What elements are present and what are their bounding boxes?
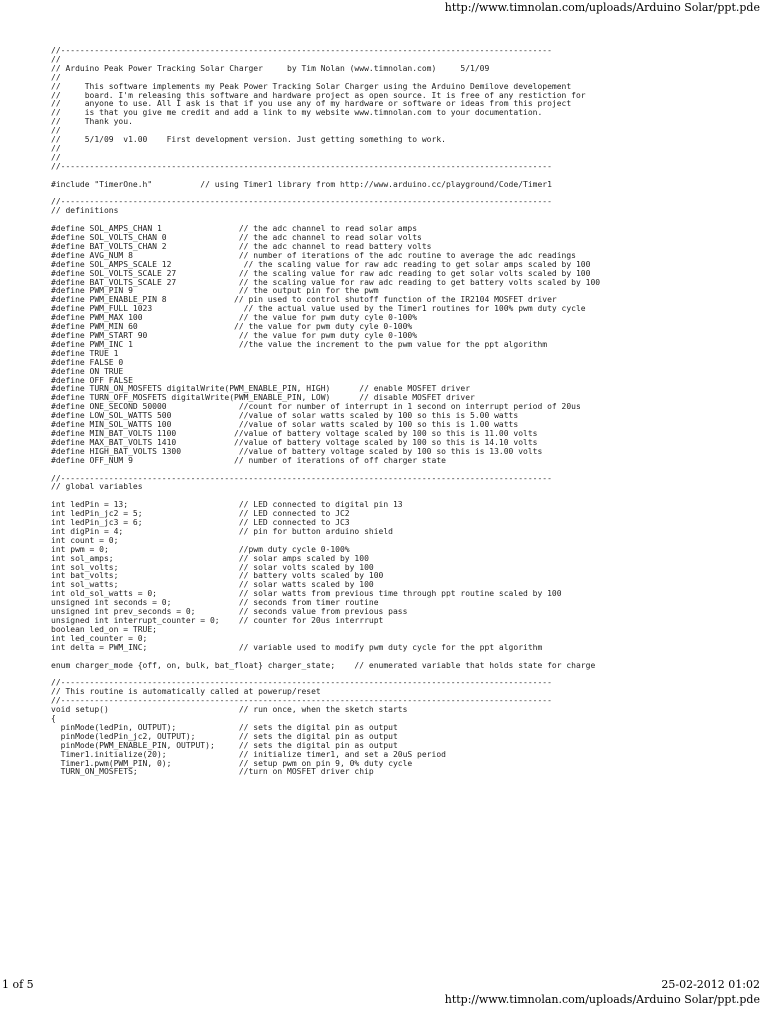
code-line: int ledPin_jc3 = 6; // LED connected to JC3 <box>51 518 350 528</box>
code-line: #define PWM_START 90 // the value for pwm duty cyle 0-100% <box>51 331 418 340</box>
code-line: #define BAT_VOLTS_SCALE 27 // the scaling value for raw adc reading to get battery volts scaled by 100 <box>51 277 601 287</box>
code-line: // board. I'm releasing this software and hardware project as open source. It is free of any restiction for <box>51 90 586 100</box>
code-line: #define TURN_OFF_MOSFETS digitalWrite(PWM_ENABLE_PIN, LOW) // disable MOSFET driver <box>51 393 475 403</box>
code-line: // Thank you. <box>51 117 133 127</box>
code-line: #define PWM_FULL 1023 // the actual value used by the Timer1 routines for 100% pwm duty cycle <box>51 304 586 314</box>
code-line: #define OFF FALSE <box>51 375 133 385</box>
code-line: int pwm = 0; //pwm duty cycle 0-100% <box>51 544 350 554</box>
code-line: int sol_watts; // solar watts scaled by 100 <box>51 580 374 590</box>
code-line: // This routine is automatically called at powerup/reset <box>51 687 321 697</box>
code-line: // <box>51 54 61 64</box>
code-line: //------------------------------------------------------------------------------------------------------ <box>51 678 552 688</box>
code-line: #define PWM_MAX 100 // the value for pwm duty cyle 0-100% <box>51 313 418 323</box>
code-line: TURN_ON_MOSFETS; //turn on MOSFET driver chip <box>51 767 374 777</box>
code-line: #define SOL_VOLTS_CHAN 0 // the adc channel to read solar volts <box>51 233 422 243</box>
code-line: #define PWM_ENABLE_PIN 8 // pin used to control shutoff function of the IR2104 MOSFET driver <box>51 295 557 305</box>
code-line: // anyone to use. All I ask is that if you use any of my hardware or software or ideas from this project <box>51 99 572 109</box>
code-line: int sol_amps; // solar amps scaled by 100 <box>51 553 369 563</box>
code-line: // <box>51 152 61 162</box>
code-line: // Arduino Peak Power Tracking Solar Charger by Tim Nolan (www.timnolan.com) 5/1/09 <box>51 63 490 73</box>
code-line: pinMode(ledPin_jc2, OUTPUT); // sets the digital pin as output <box>51 731 398 741</box>
code-line: // <box>51 72 61 82</box>
code-line: int sol_volts; // solar volts scaled by 100 <box>51 562 374 572</box>
code-line: #include "TimerOne.h" // using Timer1 library from http://www.arduino.cc/playground/Code/Timer1 <box>51 179 552 189</box>
code-line: #define PWM_INC 1 //the value the increment to the pwm value for the ppt algorithm <box>51 339 548 349</box>
code-line: int count = 0; <box>51 535 119 545</box>
code-line: int ledPin_jc2 = 5; // LED connected to JC2 <box>51 509 350 519</box>
code-line: { <box>51 713 56 723</box>
code-line: #define HIGH_BAT_VOLTS 1300 //value of battery voltage scaled by 100 so this is 13.00 volts <box>51 446 543 456</box>
code-line: Timer1.pwm(PWM_PIN, 0); // setup pwm on pin 9, 0% duty cycle <box>51 758 413 768</box>
code-line: //------------------------------------------------------------------------------------------------------ <box>51 696 552 706</box>
code-line: unsigned int seconds = 0; // seconds from timer routine <box>51 598 379 608</box>
code-line: pinMode(PWM_ENABLE_PIN, OUTPUT); // sets the digital pin as output <box>51 740 398 750</box>
code-line: #define SOL_VOLTS_SCALE 27 // the scaling value for raw adc reading to get solar volts scaled by 100 <box>51 268 591 278</box>
code-line: int old_sol_watts = 0; // solar watts from previous time through ppt routine scaled by 100 <box>51 589 562 599</box>
code-line: // definitions <box>51 206 119 216</box>
code-line: pinMode(ledPin, OUTPUT); // sets the digital pin as output <box>51 722 398 732</box>
code-line: #define OFF_NUM 9 // number of iterations of off charger state <box>51 455 446 465</box>
page-number: 1 of 5 <box>2 978 34 991</box>
code-line: #define SOL_AMPS_CHAN 1 // the adc channel to read solar amps <box>51 224 418 234</box>
code-line: #define PWM_PIN 9 // the output pin for the pwm <box>51 286 379 296</box>
code-line: #define BAT_VOLTS_CHAN 2 // the adc channel to read battery volts <box>51 241 432 251</box>
code-line: boolean led_on = TRUE; <box>51 624 157 634</box>
code-line: // <box>51 126 61 136</box>
footer-url: http://www.timnolan.com/uploads/Arduino Solar/ppt.pde <box>444 993 760 1006</box>
code-line: int digPin = 4; // pin for button arduino shield <box>51 526 393 536</box>
code-line: #define TRUE 1 <box>51 348 119 358</box>
source-code-listing <box>51 47 762 777</box>
code-line: #define ONE_SECOND 50000 //count for number of interrupt in 1 second on interrupt period of 20us <box>51 402 581 412</box>
code-line: unsigned int prev_seconds = 0; // seconds value from previous pass <box>51 607 408 617</box>
code-line: enum charger_mode {off, on, bulk, bat_float} charger_state; // enumerated variable that holds state for charge <box>51 660 596 670</box>
print-datetime: 25-02-2012 01:02 <box>661 978 760 991</box>
code-line: #define MIN_SOL_WATTS 100 //value of solar watts scaled by 100 so this is 1.00 watts <box>51 420 519 430</box>
code-line: // is that you give me credit and add a link to my website www.timnolan.com to your documentation. <box>51 108 543 118</box>
code-line: #define MIN_BAT_VOLTS 1100 //value of battery voltage scaled by 100 so this is 11.00 volts <box>51 428 538 438</box>
code-line: // global variables <box>51 482 143 492</box>
code-line: #define AVG_NUM 8 // number of iterations of the adc routine to average the adc readings <box>51 250 576 260</box>
code-line: // This software implements my Peak Power Tracking Solar Charger using the Arduino Demilove developement <box>51 81 572 91</box>
code-line: int bat_volts; // battery volts scaled by 100 <box>51 571 384 581</box>
code-line: #define FALSE 0 <box>51 357 124 367</box>
code-line: // 5/1/09 v1.00 First development version. Just getting something to work. <box>51 135 446 145</box>
code-line: int delta = PWM_INC; // variable used to modify pwm duty cycle for the ppt algorithm <box>51 642 543 652</box>
code-line: Timer1.initialize(20); // initialize timer1, and set a 20uS period <box>51 749 446 759</box>
code-line: //------------------------------------------------------------------------------------------------------ <box>51 197 552 207</box>
code-line: #define SOL_AMPS_SCALE 12 // the scaling value for raw adc reading to get solar amps scaled by 100 <box>51 259 591 269</box>
code-line: #define PWM_MIN 60 // the value for pwm duty cyle 0-100% <box>51 322 413 332</box>
header-url: http://www.timnolan.com/uploads/Arduino Solar/ppt.pde <box>444 1 760 14</box>
code-line: unsigned int interrupt_counter = 0; // counter for 20us interrrupt <box>51 616 384 625</box>
code-line: //------------------------------------------------------------------------------------------------------ <box>51 46 552 55</box>
code-line: #define LOW_SOL_WATTS 500 //value of solar watts scaled by 100 so this is 5.00 watts <box>51 411 519 421</box>
code-line: #define ON TRUE <box>51 366 124 376</box>
code-line: int led_counter = 0; <box>51 633 148 643</box>
code-line: #define MAX_BAT_VOLTS 1410 //value of battery voltage scaled by 100 so this is 14.10 volts <box>51 437 538 447</box>
code-line: void setup() // run once, when the sketch starts <box>51 705 408 715</box>
code-line: //------------------------------------------------------------------------------------------------------ <box>51 473 552 483</box>
code-line: #define TURN_ON_MOSFETS digitalWrite(PWM_ENABLE_PIN, HIGH) // enable MOSFET driver <box>51 384 471 394</box>
code-line: //------------------------------------------------------------------------------------------------------ <box>51 161 552 171</box>
code-line: // <box>51 143 61 153</box>
code-line: int ledPin = 13; // LED connected to digital pin 13 <box>51 500 403 510</box>
